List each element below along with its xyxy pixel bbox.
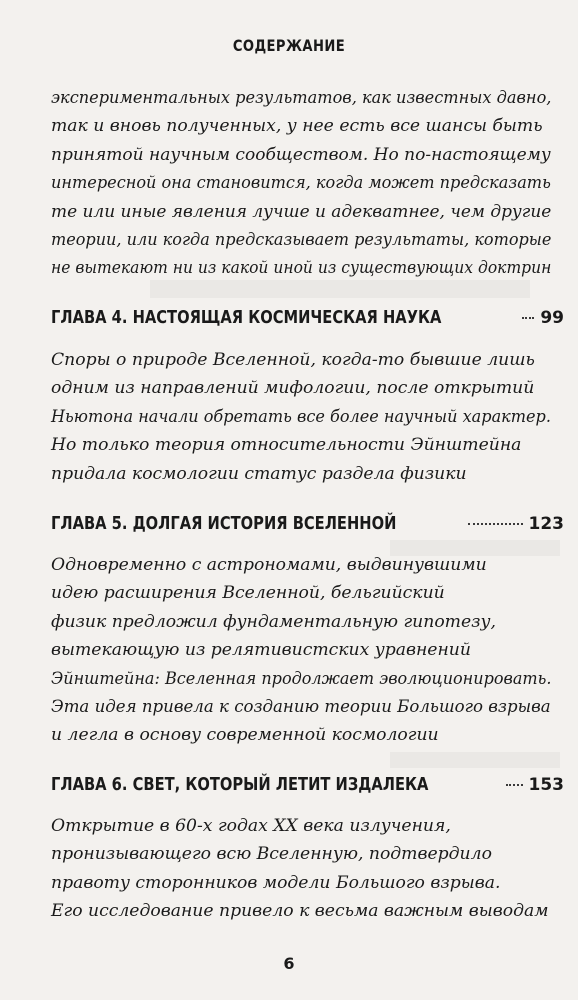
bleed-through-shadow <box>390 752 560 768</box>
dot-leader <box>506 784 522 786</box>
text-line: Его исследование привело к весьма важным выводам <box>51 901 549 922</box>
text-line: Но только теория относительности Эйнштейна <box>51 435 522 456</box>
chapter-summary <box>51 346 551 488</box>
text-line: экспериментальных результатов, как известных давно, <box>51 88 552 108</box>
running-head: СОДЕРЖАНИЕ <box>232 36 346 55</box>
text-line: Одновременно с астрономами, выдвинувшими <box>51 555 487 575</box>
text-line: Открытие в 60-х годах XX века излучения, <box>51 816 451 836</box>
dot-leader <box>468 523 522 525</box>
text-line: теории, или когда предсказывает результаты, которые <box>51 230 552 251</box>
chapter-title: ГЛАВА 4. НАСТОЯЩАЯ КОСМИЧЕСКАЯ НАУКА <box>51 308 442 328</box>
text-line: те или иные явления лучше и адекватнее, чем другие <box>51 201 552 222</box>
chapter-title: ГЛАВА 6. СВЕТ, КОТОРЫЙ ЛЕТИТ ИЗДАЛЕКА <box>51 775 429 795</box>
text-line: вытекающую из релятивистских уравнений <box>51 640 471 661</box>
text-line: Эйнштейна: Вселенная продолжает эволюционировать. <box>51 668 552 689</box>
text-line: Ньютона начали обретать все более научный характер. <box>51 406 551 427</box>
page-number: 153 <box>528 775 564 795</box>
text-line: Споры о природе Вселенной, когда-то бывшие лишь <box>51 350 535 370</box>
text-line: пронизывающего всю Вселенную, подтвердило <box>51 844 492 865</box>
text-line: придала космологии статус раздела физики <box>51 463 467 484</box>
text-line: не вытекают ни из какой иной из существующих доктрин <box>51 258 552 279</box>
text-line: физик предложил фундаментальную гипотезу, <box>51 611 496 632</box>
dot-leader <box>522 317 535 319</box>
text-line: правоту сторонников модели Большого взрыва. <box>51 872 501 893</box>
chapter-summary <box>51 551 551 750</box>
chapter-title: ГЛАВА 5. ДОЛГАЯ ИСТОРИЯ ВСЕЛЕННОЙ <box>51 514 397 534</box>
text-line: и легла в основу современной космологии <box>51 725 439 746</box>
toc-entry-chapter-6[interactable] <box>51 775 564 801</box>
text-line: принятой научным сообществом. Но по-настоящему <box>51 144 551 165</box>
toc-entry-chapter-5[interactable] <box>51 514 564 540</box>
text-line: так и вновь полученных, у нее есть все шансы быть <box>51 116 543 137</box>
text-line: одним из направлений мифологии, после открытий <box>51 378 535 399</box>
text-line: идею расширения Вселенной, бельгийский <box>51 583 445 604</box>
toc-entry-chapter-4[interactable] <box>51 308 564 334</box>
page-number: 123 <box>528 514 564 534</box>
text-line: Эта идея привела к созданию теории Большого взрыва <box>51 697 551 718</box>
intro-paragraph <box>51 84 551 283</box>
page-number: 99 <box>540 308 564 328</box>
text-line: интересной она становится, когда может предсказать <box>51 173 551 194</box>
chapter-summary <box>51 812 551 926</box>
page-number-folio: 6 <box>283 954 295 973</box>
